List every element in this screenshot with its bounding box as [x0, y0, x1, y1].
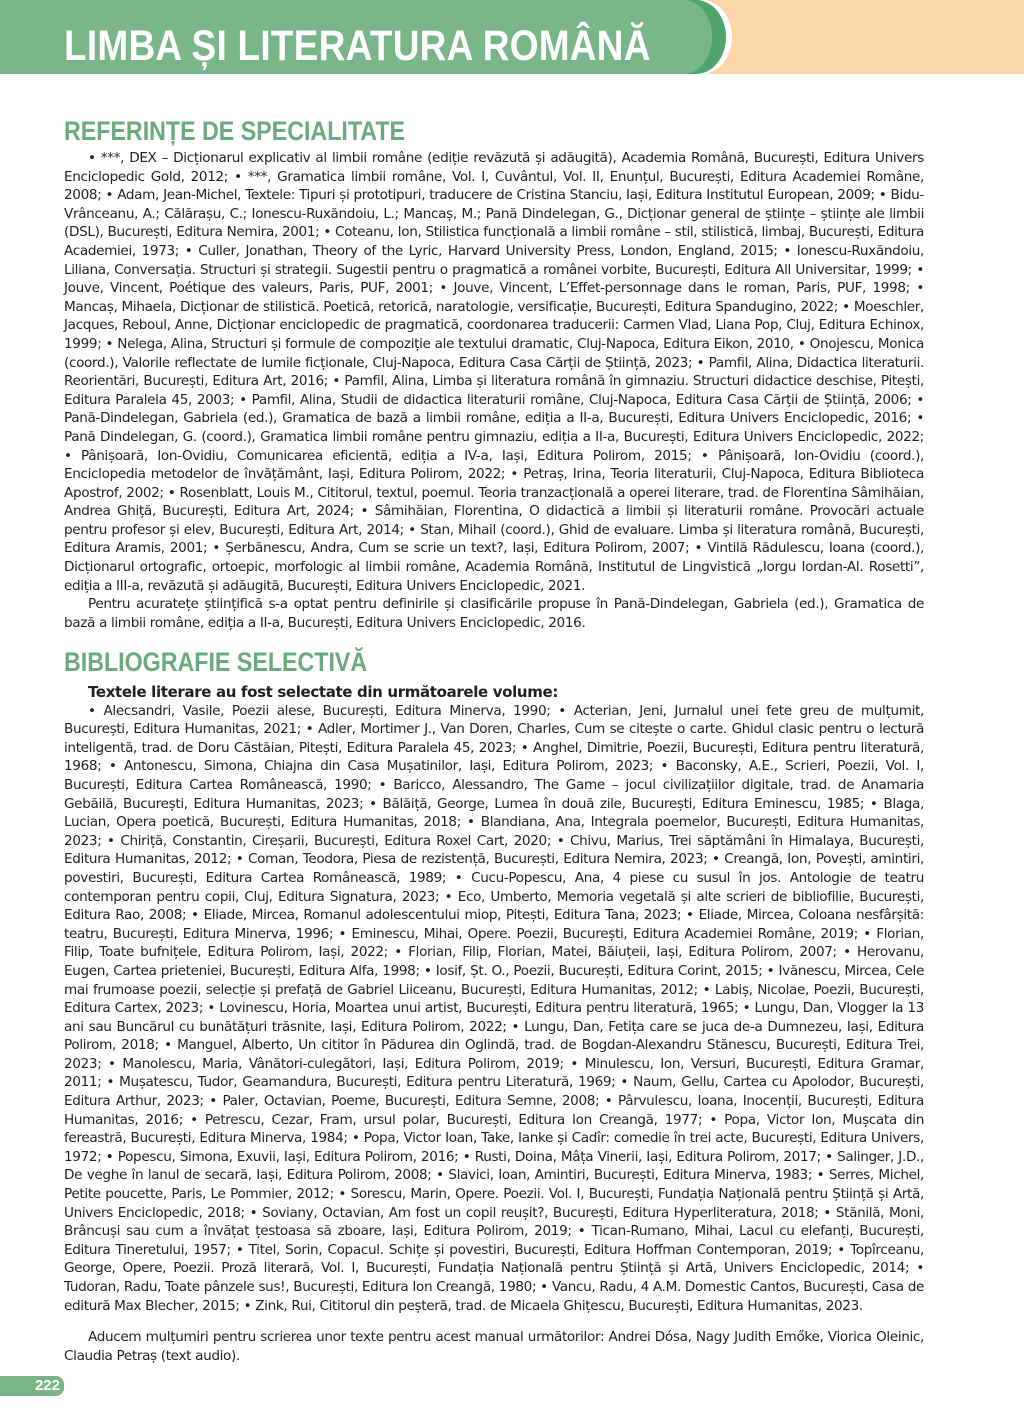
bibliography-subheading: Textele literare au fost selectate din următoarele volume:: [88, 683, 558, 701]
bibliography-list: • Alecsandri, Vasile, Poezii alese, București, Editura Minerva, 1990; • Acterian, Jeni, Jurnalul unei fete greu de mulțumit, București, Editura Humanitas, 2021; • Adler, Mortimer J., Van Doren, Charles, Cum se citește o carte. Ghidul clasic pentru o lectură inteligentă, trad. de Doru Căstăian, Pitești, Editura Paralela 45, 2023; • Anghel, Dimitrie, Poezii, București, Editura pentru literatură, 1968; • Antonescu, Simona, Chiajna din Casa Mușatinilor, Iași, Editura Polirom, 2023; • Baconsky, A.E., Scrieri, Poezii, Vol. I, București, Editura Cartea Românească, 1990; • Baricco, Alessandro, The Game – jocul civilizațiilor digitale, trad. de Anamaria Gebăilă, București, Editura Humanitas, 2023; • Bălăiță, George, Lumea în două zile, București, Editura Eminescu, 1985; • Blaga, Lucian, Opera poetică, București, Editura Humanitas, 2018; • Blandiana, Ana, Integrala poemelor, București, Editura Humanitas, 2023; • Chiriță, Constantin, Cireșarii, București, Editura Roxel Cart, 2020; • Chivu, Marius, Trei săptămâni în Himalaya, București, Editura Humanitas, 2012; • Coman, Teodora, Piesa de rezistență, București, Editura Nemira, 2023; • Creangă, Ion, Povești, amintiri, povestiri, București, Editura Cartea Românească, 1989; • Cucu-Popescu, Ana, 4 piese cu susul în jos. Antologie de teatru contemporan pentru copii, Cluj, Editura Signatura, 2023; • Eco, Umberto, Memoria vegetală și alte scrieri de bibliofilie, București, Editura Rao, 2008; • Eliade, Mircea, Romanul adolescentului miop, Pitești, Editura Tana, 2023; • Eliade, Mircea, Coloana nesfârșită: teatru, București, Editura Minerva, 1996; • Eminescu, Mihai, Opere. Poezii, București, Editura Academiei Române, 2019; • Florian, Filip, Toate bufnițele, Editura Polirom, Iași, 2022; • Florian, Filip, Florian, Matei, Băiuțeii, Iași, Editura Polirom, 2007; • Herovanu, Eugen, Cartea prieteniei, București, Editura Alfa, 1998; • Iosif, Șt. O., Poezii, București, Editura Corint, 2015; • Ivănescu, Mircea, Cele mai frumoase poezii, selecție și prefață de Gabriel Liiceanu, București, Editura Humanitas, 2012; • Labiș, Nicolae, Poezii, București, Editura Cartex, 2023; • Lovinescu, Horia, Moartea unui artist, București, Editura pentru literatură, 1965; • Lungu, Dan, Vlogger la 13 ani sau Buncărul cu bunătățuri trăsnite, Iași, Editura Polirom, 2022; • Lungu, Dan, Fetița care se juca de-a Dumnezeu, Iași, Editura Polirom, 2018; • Manguel, Alberto, Un cititor în Pădurea din Oglindă, trad. de Bogdan-Alexandru Stănescu, București, Editura Trei, 2023; • Manolescu, Maria, Vânători-culegători, Iași, Editura Polirom, 2019; • Minulescu, Ion, Versuri, București, Editura Gramar, 2011; • Mușatescu, Tudor, Geamandura, București, Editura pentru Literatură, 1969; • Naum, Gellu, Cartea cu Apolodor, București, Editura Arthur, 2023; • Paler, Octavian, Poeme, București, Editura Semne, 2008; • Pârvulescu, Ioana, Inocenții, București, Editura Humanitas, 2016; • Petrescu, Cezar, Fram, ursul polar, București, Editura Ion Creangă, 1977; • Popa, Victor Ion, Mușcata din fereastră, București, Editura Minerva, 1984; • Popa, Victor Ioan, Take, Ianke și Cadîr: comedie în trei acte, București, Editura Univers, 1972; • Popescu, Simona, Exuvii, Iași, Editura Polirom, 2016; • Rusti, Doina, Mâța Vinerii, Iași, Editura Polirom, 2017; • Salinger, J.D., De veghe în lanul de secară, Iași, Editura Polirom, 2008; • Slavici, Ioan, Amintiri, București, Editura Minerva, 1983; • Serres, Michel, Petite poucette, Paris, Le Pommier, 2012; • Sorescu, Marin, Opere. Poezii. Vol. I, București, Fundația Națională pentru Știință și Artă, Univers Enciclopedic, 2018; • Soviany, Octavian, Am fost un copil reușit?, București, Editura Hyperliteratura, 2018; • Stănilă, Moni, Brâncuși sau cum a învățat țestoasa să zboare, Iași, Editura Polirom, 2019; • Tican-Rumano, Mihai, Lacul cu elefanți, București, Editura Tineretului, 1957; • Titel, Sorin, Copacul. Schițe și povestiri, București, Editura Hoffman Contemporan, 2019; • Topîrceanu, George, Opere, Poezii. Proză literară, Vol. I, București, Fundația Națională pentru Știință și Artă, Univers Enciclopedic, 2014; • Tudoran, Radu, Toate pânzele sus!, București, Editura Ion Creangă, 1980; • Vancu, Radu, 4 A.M. Domestic Cantos, București, Casa de editură Max Blecher, 2015; • Zink, Rui, Cititorul din peșteră, trad. de Micaela Ghițescu, București, Editura Humanitas, 2023.: [64, 702, 924, 1314]
section-title-bibliography: BIBLIOGRAFIE SELECTIVĂ: [64, 647, 368, 677]
page-title: LIMBA ȘI LITERATURA ROMÂNĂ: [64, 22, 651, 70]
page-number: 222: [0, 1376, 64, 1396]
references-note: Pentru acuratețe științifică s-a optat pentru definirile și clasificările propuse în Pană-Dindelegan, Gabriela (ed.), Gramatica de bază a limbii române, ediția a II-a, București, Editura Univers Enciclopedic, 2016.: [64, 596, 924, 631]
references-list: • ***, DEX – Dicționarul explicativ al limbii române (ediție revăzută și adăugită), Academia Română, București, Editura Univers Enciclopedic Gold, 2012; • ***, Gramatica limbii române, Vol. I, Cuvântul, Vol. II, Enunțul, București, Editura Academiei Române, 2008; • Adam, Jean-Michel, Textele: Tipuri și prototipuri, traducere de Cristina Stanciu, Iași, Editura Institutul European, 2009; • Bidu-Vrânceanu, A.; Călărașu, C.; Ionescu-Ruxăndoiu, L.; Mancaș, M.; Pană Dindelegan, G., Dicționar general de științe – științe ale limbii (DSL), București, Editura Nemira, 2001; • Coteanu, Ion, Stilistica funcțională a limbii române – stil, stilistică, limbaj, București, Editura Academiei, 1973; • Culler, Jonathan, Theory of the Lyric, Harvard University Press, London, England, 2015; • Ionescu-Ruxăndoiu, Liliana, Conversația. Structuri și strategii. Sugestii pentru o pragmatică a românei vorbite, București, Editura All Universitar, 1999; • Jouve, Vincent, Poétique des valeurs, Paris, PUF, 2001; • Jouve, Vincent, L’Effet-personnage dans le roman, Paris, PUF, 1998; • Mancaș, Mihaela, Dicționar de stilistică. Poetică, retorică, naratologie, versificație, București, Editura Spandugino, 2022; • Moeschler, Jacques, Reboul, Anne, Dicționar enciclopedic de pragmatică, coordonarea traducerii: Carmen Vlad, Liana Pop, Cluj, Editura Echinox, 1999; • Nelega, Alina, Structuri și formule de compoziție ale textului dramatic, Cluj-Napoca, Editura Eikon, 2010, • Onojescu, Monica (coord.), Valorile reflectate de lumile ficționale, Cluj-Napoca, Editura Casa Cărții de Știință, 2023; • Pamfil, Alina, Didactica literaturii. Reorientări, București, Editura Art, 2016; • Pamfil, Alina, Limba și literatura română în gimnaziu. Structuri didactice deschise, Pitești, Editura Paralela 45, 2003; • Pamfil, Alina, Studii de didactica literaturii române, Cluj-Napoca, Editura Casa Cărții de Știință, 2006; • Pană-Dindelegan, Gabriela (ed.), Gramatica de bază a limbii române, ediția a II-a, București, Editura Univers Enciclopedic, 2016; • Pană Dindelegan, G. (coord.), Gramatica limbii române pentru gimnaziu, ediția a II-a, București, Editura Univers Enciclopedic, 2022; • Pânișoară, Ion-Ovidiu, Comunicarea eficientă, ediția a IV-a, Iași, Editura Polirom, 2015; • Pânișoară, Ion-Ovidiu (coord.), Enciclopedia metodelor de învățământ, Iași, Editura Polirom, 2022; • Petraș, Irina, Teoria literaturii, Cluj-Napoca, Editura Biblioteca Apostrof, 2002; • Rosenblatt, Louis M., Cititorul, textul, poemul. Teoria tranzacțională a operei literare, trad. de Florentina Sâmihăian, Andrea Ghiță, București, Editura Art, 2024; • Sâmihăian, Florentina, O didactică a limbii și literaturii române. Provocări actuale pentru profesor și elev, București, Editura Art, 2014; • Stan, Mihail (coord.), Ghid de evaluare. Limba și literatura română, București, Editura Aramis, 2001; • Șerbănescu, Andra, Cum se scrie un text?, Iași, Editura Polirom, 2007; • Vintilă Rădulescu, Ioana (coord.), Dicționarul ortografic, ortoepic, morfologic al limbii române, Academia Română, Institutul de Lingvistică „Iorgu Iordan-Al. Rosetti”, ediția a III-a, revăzută și adăugită, București, Editura Univers Enciclopedic, 2021.: [64, 150, 924, 594]
page-header: [0, 0, 1024, 74]
bibliography-text: [64, 683, 924, 1315]
acknowledgement: Aducem mulțumiri pentru scrierea unor texte pentru acest manual următorilor: Andrei Dósa, Nagy Judith Emőke, Viorica Oleinic, Claudia Petraș (text audio).: [64, 1329, 924, 1364]
references-text: [64, 149, 924, 632]
section-title-references: REFERINȚE DE SPECIALITATE: [64, 116, 406, 146]
acknowledgement-text: [64, 1328, 924, 1365]
